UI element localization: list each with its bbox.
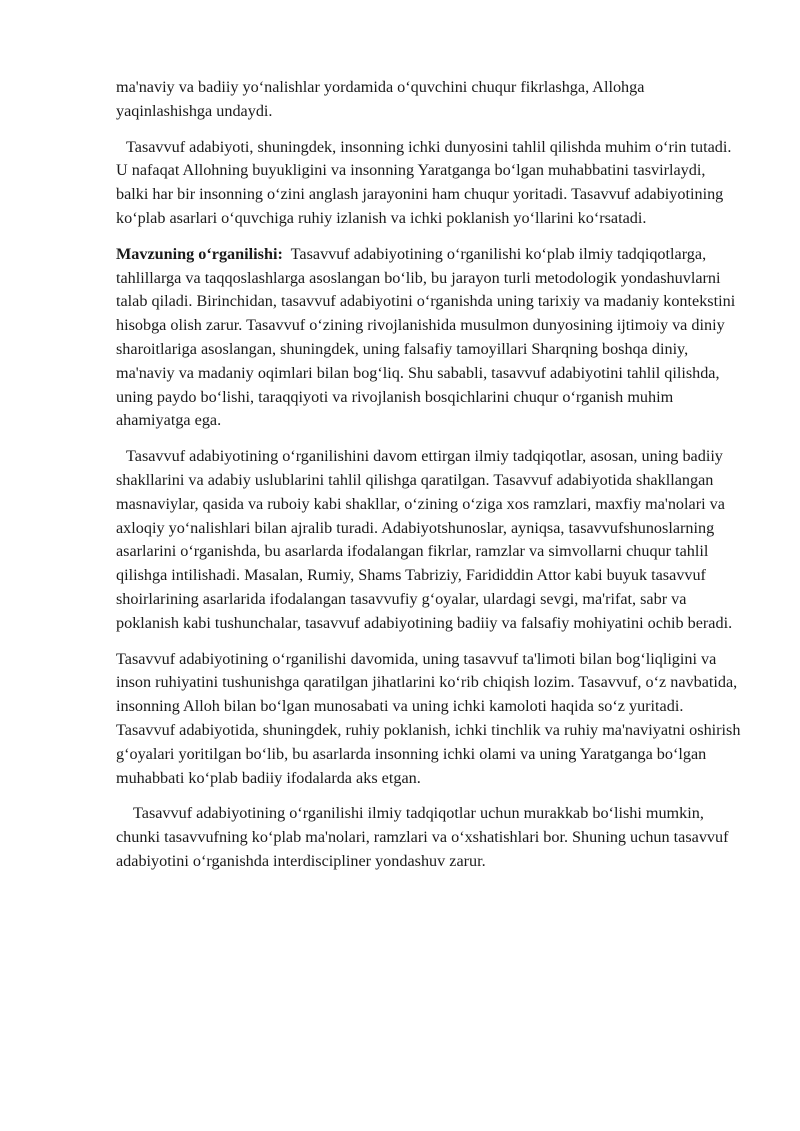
paragraph-3 bbox=[116, 243, 741, 433]
section-heading: Mavzuning oʻrganilishi: bbox=[116, 244, 283, 263]
paragraph-5: Tasavvuf adabiyotining oʻrganilishi davomida, uning tasavvuf ta'limoti bilan bogʻliqligini va inson ruhiyatini tushunishga qaratilgan jihatlarini koʻrib chiqish lozim. Tasavvuf, oʻz navbatida, insonning Alloh bilan boʻlgan munosabati va uning ichki kamoloti haqida soʻz yuritadi. Tasavvuf adabiyotida, shuningdek, ruhiy poklanish, ichki tinchlik va ruhiy ma'naviyatni oshirish gʻoyalari yoritilgan boʻlib, bu asarlarda insonning ichki olami va uning Yaratganga boʻlgan muhabbati koʻplab badiiy ifodalarda aks etgan. bbox=[116, 649, 741, 787]
paragraph-6: Tasavvuf adabiyotining oʻrganilishi ilmiy tadqiqotlar uchun murakkab boʻlishi mumkin, chunki tasavvufning koʻplab ma'nolari, ramzlari va oʻxshatishlari bor. Shuning uchun tasavvuf adabiyotini oʻrganishda interdiscipliner yondashuv zarur. bbox=[116, 804, 729, 870]
paragraph-4: Tasavvuf adabiyotining oʻrganilishini davom ettirgan ilmiy tadqiqotlar, asosan, uning badiiy shakllarini va adabiy uslublarini tahlil qilishga qaratilgan. Tasavvuf adabiyotida shakllangan masnaviylar, qasida va ruboiy kabi shakllar, oʻzining oʻziga xos ramzlari, maxfiy ma'nolari va axloqiy yoʻnalishlari bilan ajralib turadi. Adabiyotshunoslar, ayniqsa, tasavvufshunoslarning asarlarini oʻrganishda, bu asarlarda ifodalangan fikrlar, ramzlar va simvollarni chuqur tahlil qilishga intilishadi. Masalan, Rumiy, Shams Tabriziy, Farididdin Attor kabi buyuk tasavvuf shoirlarining asarlarida ifodalangan tasavvufiy gʻoyalar, ulardagi sevgi, ma'rifat, sabr va poklanish kabi tushunchalar, tasavvuf adabiyotining badiiy va falsafiy mohiyatini ochib beradi. bbox=[116, 447, 733, 632]
paragraph-3-body: Tasavvuf adabiyotining oʻrganilishi koʻplab ilmiy tadqiqotlarga, tahlillarga va taqqoslashlarga asoslangan boʻlib, bu jarayon turli metodologik yondashuvlarni talab qiladi. Birinchidan, tasavvuf adabiyotini oʻrganishda uning tarixiy va madaniy kontekstini hisobga olish zarur. Tasavvuf oʻzining rivojlanishida musulmon dunyosining ijtimoiy va diniy sharoitlariga asoslangan, shuningdek, uning falsafiy tamoyillari Sharqning boshqa diniy, ma'naviy va madaniy oqimlari bilan bogʻliq. Shu sababli, tasavvuf adabiyotini tahlil qilishda, uning paydo boʻlishi, taraqqiyoti va rivojlanish bosqichlarini chuqur oʻrganish muhim ahamiyatga ega. bbox=[116, 244, 736, 430]
document-body bbox=[116, 76, 741, 886]
paragraph-2: Tasavvuf adabiyoti, shuningdek, insonning ichki dunyosini tahlil qilishda muhim oʻrin tutadi. U nafaqat Allohning buyukligini va insonning Yaratganga boʻlgan muhabbatini tasvirlaydi, balki har bir insonning oʻzini anglash jarayonini ham chuqur yoritadi. Tasavvuf adabiyotining koʻplab asarlari oʻquvchiga ruhiy izlanish va ichki poklanish yoʻllarini koʻrsatadi. bbox=[116, 137, 732, 227]
paragraph-1: ma'naviy va badiiy yoʻnalishlar yordamida oʻquvchini chuqur fikrlashga, Allohga yaqinlashishga undaydi. bbox=[116, 78, 645, 120]
